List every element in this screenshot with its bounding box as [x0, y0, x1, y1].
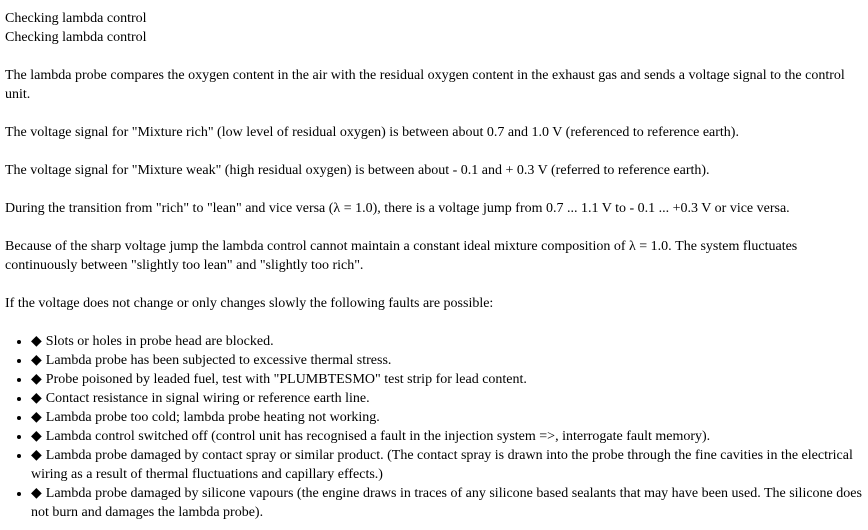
list-item-text: Lambda probe damaged by silicone vapours (the engine draws in traces of any silicone based sealants that may have been used. The silicone does not burn and damages the lambda probe).	[31, 486, 862, 520]
list-item	[31, 427, 863, 446]
paragraph-faults-intro: If the voltage does not change or only changes slowly the following faults are possible:	[5, 296, 494, 311]
paragraph-transition: During the transition from "rich" to "lean" and vice versa (λ = 1.0), there is a voltage jump from 0.7 ... 1.1 V to - 0.1 ... +0.3 V or vice versa.	[5, 201, 790, 216]
list-item-text: Contact resistance in signal wiring or reference earth line.	[45, 391, 370, 406]
diamond-icon: ◆	[31, 353, 42, 368]
list-item	[31, 332, 863, 351]
list-item	[31, 446, 863, 484]
fault-list	[5, 332, 863, 522]
diamond-icon: ◆	[31, 448, 42, 463]
diamond-icon: ◆	[31, 391, 42, 406]
list-item-text: Lambda probe too cold; lambda probe heating not working.	[45, 410, 380, 425]
paragraph-fluctuation: Because of the sharp voltage jump the lambda control cannot maintain a constant ideal mixture composition of λ = 1.0. The system fluctuates continuously between "slightly too lean" and "slightly too rich".	[5, 239, 798, 273]
diamond-icon: ◆	[31, 410, 42, 425]
diamond-icon: ◆	[31, 486, 42, 501]
list-item-text: Lambda control switched off (control unit has recognised a fault in the injection system =>, interrogate fault memory).	[45, 429, 711, 444]
list-item-text: Lambda probe damaged by contact spray or similar product. (The contact spray is drawn into the probe through the fine cavities in the electrical wiring as a result of thermal fluctuations and capillary effects.)	[31, 448, 853, 482]
list-item	[31, 408, 863, 427]
paragraph-probe-description: The lambda probe compares the oxygen content in the air with the residual oxygen content in the exhaust gas and sends a voltage signal to the control unit.	[5, 68, 845, 102]
paragraph-weak-signal: The voltage signal for "Mixture weak" (high residual oxygen) is between about - 0.1 and + 0.3 V (referred to reference earth).	[5, 163, 710, 178]
list-item	[31, 484, 863, 522]
list-item	[31, 351, 863, 370]
list-item-text: Lambda probe has been subjected to excessive thermal stress.	[45, 353, 392, 368]
page-subtitle: Checking lambda control	[5, 30, 147, 45]
list-item	[31, 389, 863, 408]
list-item-text: Probe poisoned by leaded fuel, test with "PLUMBTESMO" test strip for lead content.	[45, 372, 527, 387]
diamond-icon: ◆	[31, 334, 42, 349]
list-item-text: Slots or holes in probe head are blocked.	[45, 334, 274, 349]
page-title: Checking lambda control	[5, 11, 147, 26]
diamond-icon: ◆	[31, 429, 42, 444]
paragraph-rich-signal: The voltage signal for "Mixture rich" (low level of residual oxygen) is between about 0.7 and 1.0 V (referenced to reference earth).	[5, 125, 739, 140]
diamond-icon: ◆	[31, 372, 42, 387]
list-item	[31, 370, 863, 389]
